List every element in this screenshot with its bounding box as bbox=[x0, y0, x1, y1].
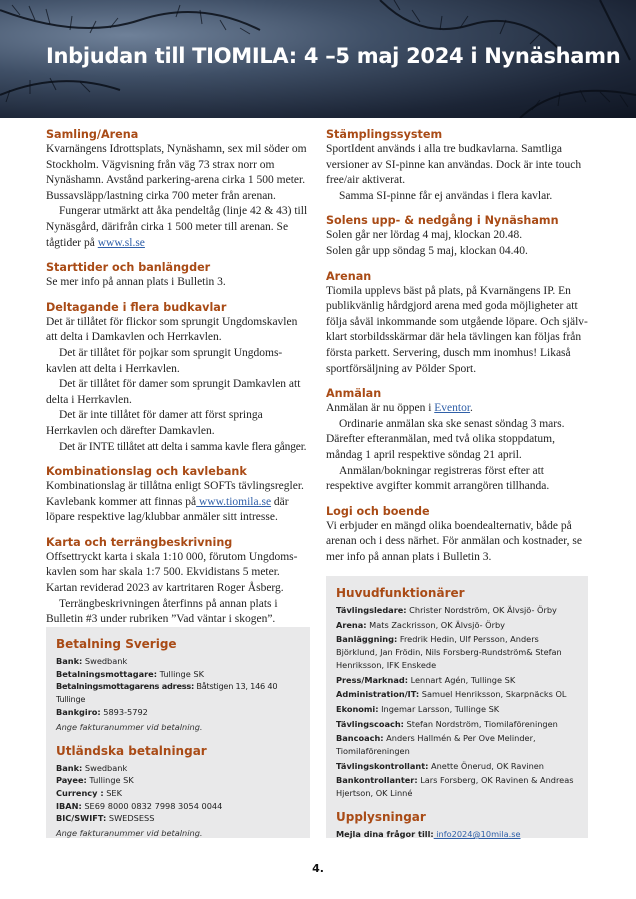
paragraph-text: Anmälan är nu öppen i bbox=[326, 402, 435, 415]
payment-row bbox=[56, 762, 300, 775]
sl-link[interactable]: www.sl.se bbox=[97, 236, 145, 249]
row-value: Swedbank bbox=[82, 762, 128, 773]
payment-heading-international: Utländska betalningar bbox=[56, 743, 207, 758]
paragraph-text: där löpare respektive lag/klubbar anmäler sitt intresse. bbox=[46, 495, 289, 524]
row-value: Anette Önerud, OK Ravinen bbox=[428, 760, 544, 771]
paragraph bbox=[46, 479, 310, 526]
row-value: 5893-5792 bbox=[100, 706, 148, 717]
paragraph: Tiomila upplevs bäst på plats, på Kvarnängens IP. En publikvänlig hårdgjord arena med goda möjligheter att följa såväl inkommande som utgående löpare. Och själv-klart storbildsskärmar där hela tävlingen kan följas från första parkett. Servering, dusch mm inomhus! Likaså sportförsäljning av Pölder Sport. bbox=[326, 284, 588, 375]
row-label: Currency : bbox=[56, 787, 104, 798]
section-heading: Karta och terrängbeskrivning bbox=[46, 535, 233, 549]
functionaries-box bbox=[326, 576, 588, 838]
row-label: Administration/IT: bbox=[336, 689, 420, 700]
page-number: 4. bbox=[312, 862, 324, 875]
payment-heading-sweden: Betalning Sverige bbox=[56, 637, 177, 651]
row-label: Ekonomi: bbox=[336, 703, 379, 714]
payment-row bbox=[56, 800, 300, 813]
section-samling bbox=[46, 128, 310, 251]
row-value: Stefan Nordström, Tiomilaföreningen bbox=[403, 718, 558, 729]
page-title: Inbjudan till TIOMILA: 4 –5 maj 2024 i Nynäshamn bbox=[46, 44, 621, 68]
payment-row bbox=[56, 668, 300, 681]
payment-row bbox=[56, 706, 300, 719]
paragraph: Offsettryckt karta i skala 1:10 000, förutom Ungdoms-kavlen som har skala 1:7 500. Ekvidistans 5 meter. Kartan reviderad 2023 av kartritaren Roger Åsberg. bbox=[46, 550, 298, 595]
row-label: Payee: bbox=[56, 775, 87, 786]
row-label: Betalningsmottagare: bbox=[56, 668, 157, 679]
row-value: Ingemar Larsson, Tullinge SK bbox=[378, 703, 500, 714]
payment-note: Ange fakturanummer vid betalning. bbox=[56, 828, 203, 839]
row-label: Bank: bbox=[56, 656, 83, 666]
section-deltagande bbox=[46, 301, 310, 455]
row-value: Fredrik Hedin, Ulf Persson, Anders Björklund, Jan Frödin, Nils Forsberg-Rundström& Stefan Henriksson, IFK Enskede bbox=[336, 634, 562, 670]
row-value: Tullinge SK bbox=[86, 775, 134, 786]
section-stampling bbox=[326, 128, 592, 204]
eventor-link[interactable]: Eventor bbox=[434, 402, 471, 415]
info-heading: Upplysningar bbox=[336, 809, 426, 824]
paragraph: Terrängbeskrivningen återfinns på annan plats i Bulletin #3 under rubriken ”Vad väntar i skogen”. bbox=[46, 597, 278, 626]
paragraph: Det är tillåtet för pojkar som sprungit Ungdoms-kavlen att delta i Herrkavlen. bbox=[46, 346, 283, 375]
payment-note: Ange fakturanummer vid betalning. bbox=[56, 721, 203, 732]
functionary-row bbox=[336, 718, 578, 731]
functionary-row bbox=[336, 604, 578, 617]
row-label: Arena: bbox=[336, 619, 367, 630]
section-heading: Kombinationslag och kavlebank bbox=[46, 465, 247, 479]
row-label: Betalningsmottagarens adress: bbox=[56, 681, 195, 692]
row-label: Tävlingskontrollant: bbox=[336, 760, 429, 771]
row-value: SWEDSESS bbox=[106, 813, 155, 824]
paragraph: Vi erbjuder en mängd olika boendealternativ, både på arenan och i dess närhet. För anmälan och kostnader, se mer info på annan plats i Bulletin 3. bbox=[326, 519, 582, 563]
payment-row bbox=[56, 655, 300, 668]
row-label: Bank: bbox=[56, 762, 83, 773]
header-banner bbox=[0, 0, 636, 118]
paragraph: SportIdent används i alla tre budkavlarna. Samtliga versioner av SI-pinne kan användas. Dock är inte touch free/air aktiverat. bbox=[326, 143, 582, 187]
paragraph: Solen går ner lördag 4 maj, klockan 20.48. bbox=[326, 229, 523, 242]
left-column bbox=[46, 128, 310, 638]
paragraph bbox=[46, 204, 310, 251]
section-heading: Samling/Arena bbox=[46, 128, 139, 141]
section-kombinationslag bbox=[46, 465, 310, 526]
right-column bbox=[326, 128, 592, 575]
row-value: Christer Nordström, OK Älvsjö- Örby bbox=[406, 605, 557, 615]
functionary-row bbox=[336, 703, 578, 716]
row-label: Bankontrollanter: bbox=[336, 775, 418, 786]
row-value: Mats Zackrisson, OK Älvsjö- Örby bbox=[366, 619, 506, 630]
paragraph: Kvarnängens Idrottsplats, Nynäshamn, sex mil söder om Stockholm. Vägvisning från väg 73 strax norr om Nynäshamn. Avstånd parkering-arena cirka 1 500 meter. Bussavsläpp/lastning cirka 700 meter från arenan. bbox=[46, 143, 307, 202]
row-label: Banläggning: bbox=[336, 634, 398, 645]
row-value: Lars Forsberg, OK Ravinen & Andreas Hjertson, OK Linné bbox=[336, 775, 574, 799]
payment-row bbox=[56, 680, 300, 705]
row-label: IBAN: bbox=[56, 800, 82, 811]
paragraph-text: Fungerar utmärkt att åka pendeltåg (linje 42 & 43) till Nynäsgård, därifrån cirka 1 500 meter till arenan. Se tågtider på bbox=[46, 205, 308, 249]
paragraph-text: . bbox=[470, 402, 473, 415]
row-value: Samuel Henriksson, Skarpnäcks OL bbox=[419, 689, 567, 700]
section-heading: Stämplingssystem bbox=[326, 128, 443, 141]
paragraph bbox=[326, 401, 592, 417]
functionaries-list bbox=[336, 604, 578, 800]
row-label: Bancoach: bbox=[336, 733, 384, 744]
row-label: Tävlingscoach: bbox=[336, 718, 404, 729]
row-value: Båtstigen 13, 146 40 Tullinge bbox=[56, 681, 278, 705]
row-value: Tullinge SK bbox=[157, 668, 204, 679]
info-row bbox=[336, 828, 578, 841]
section-heading: Solens upp- & nedgång i Nynäshamn bbox=[326, 214, 559, 228]
functionary-row bbox=[336, 688, 578, 701]
functionary-row bbox=[336, 619, 578, 632]
tiomila-link[interactable]: www.tiomila.se bbox=[196, 495, 272, 508]
row-value: Swedbank bbox=[82, 656, 128, 666]
paragraph-text: Kombinationslag är tillåtna enligt SOFTs tävlingsregler. Kavlebank kommer att finnas på bbox=[46, 480, 304, 508]
row-label: BIC/SWIFT: bbox=[56, 813, 107, 824]
paragraph: Det är tillåtet för flickor som sprungit Ungdomskavlen att delta i Damkavlen och Herrkavlen. bbox=[46, 315, 298, 344]
paragraph: Det är INTE tillåtet att delta i samma kavle flera gånger. bbox=[59, 440, 307, 453]
row-value: Anders Hallmén & Per Ove Melinder, Tiomilaföreningen bbox=[336, 733, 536, 757]
paragraph: Se mer info på annan plats i Bulletin 3. bbox=[46, 276, 226, 289]
paragraph: Ordinarie anmälan ska ske senast söndag 3 mars. Därefter efteranmälan, med två olika stoppdatum, måndag 1 april respektive söndag 21 april. bbox=[326, 417, 565, 461]
section-karta bbox=[46, 536, 310, 628]
functionary-row bbox=[336, 774, 578, 799]
section-heading: Anmälan bbox=[326, 387, 382, 401]
payment-box bbox=[46, 627, 310, 838]
section-heading: Starttider och banlängder bbox=[46, 261, 211, 275]
functionary-row bbox=[336, 732, 578, 757]
paragraph: Det är inte tillåtet för damer att först springa Herrkavlen och därefter Damkavlen. bbox=[46, 409, 263, 437]
paragraph: Solen går upp söndag 5 maj, klockan 04.40. bbox=[326, 244, 528, 257]
row-label: Mejla dina frågor till: bbox=[336, 828, 434, 839]
section-solen bbox=[326, 214, 592, 259]
row-value: Lennart Agén, Tullinge SK bbox=[407, 674, 516, 685]
section-heading: Logi och boende bbox=[326, 504, 430, 518]
functionary-row bbox=[336, 633, 578, 671]
section-anmalan bbox=[326, 387, 592, 495]
email-link[interactable]: info2024@10mila.se bbox=[433, 828, 521, 839]
paragraph: Det är tillåtet för damer som sprungit Damkavlen att delta i Herrkavlen. bbox=[46, 378, 301, 406]
row-label: Bankgiro: bbox=[56, 706, 101, 717]
payment-row bbox=[56, 812, 300, 825]
paragraph: Anmälan/bokningar registreras först efter att respektive avgifter kommit arrangören tillhanda. bbox=[326, 464, 550, 493]
row-value: SE69 8000 0832 7998 3054 0044 bbox=[81, 800, 223, 811]
section-heading: Arenan bbox=[326, 269, 372, 283]
row-label: Press/Marknad: bbox=[336, 674, 408, 685]
row-value: SEK bbox=[103, 787, 122, 798]
functionary-row bbox=[336, 760, 578, 773]
section-arenan bbox=[326, 270, 592, 378]
section-logi bbox=[326, 505, 592, 566]
payment-row bbox=[56, 774, 300, 787]
functionaries-heading: Huvudfunktionärer bbox=[336, 586, 465, 600]
row-label: Tävlingsledare: bbox=[336, 605, 407, 615]
paragraph: Samma SI-pinne får ej användas i flera kavlar. bbox=[339, 189, 553, 202]
section-heading: Deltagande i flera budkavlar bbox=[46, 300, 227, 314]
functionary-row bbox=[336, 674, 578, 687]
section-starttider bbox=[46, 261, 310, 291]
payment-row bbox=[56, 787, 300, 800]
